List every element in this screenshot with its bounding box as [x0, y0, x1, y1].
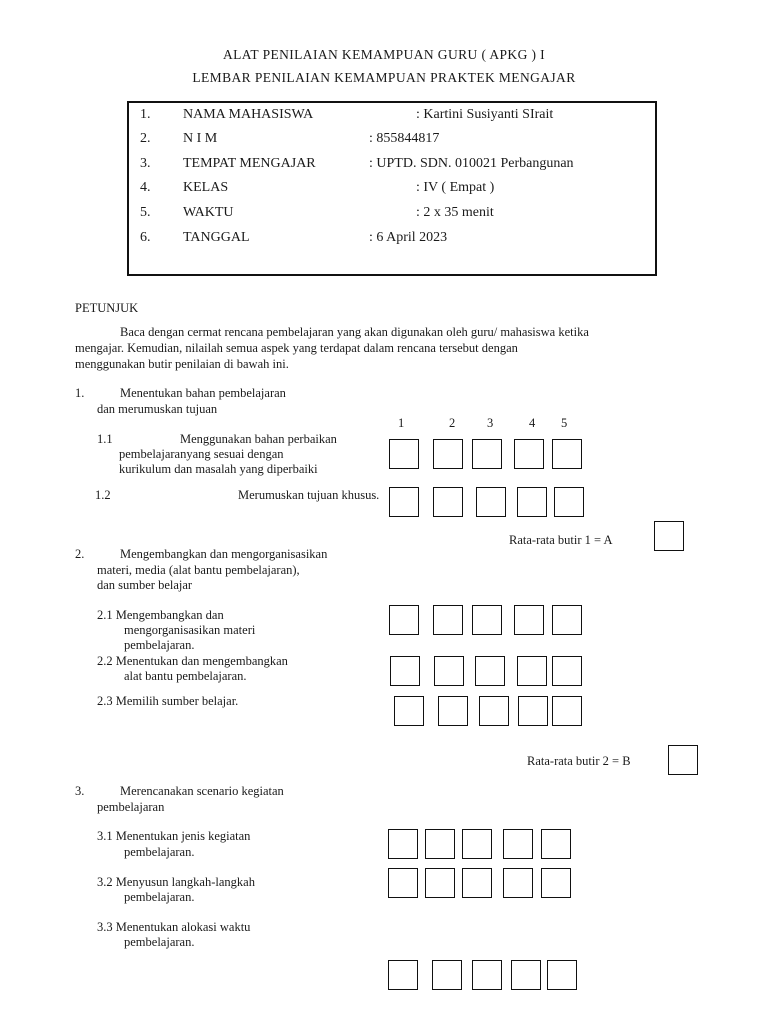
score-box-2-2-2[interactable]	[434, 656, 464, 686]
score-box-2-3-1[interactable]	[394, 696, 424, 726]
average-1-label: Rata-rata butir 1 = A	[509, 533, 613, 547]
info-label-kelas: KELAS	[183, 180, 229, 195]
score-box-2-2-4[interactable]	[517, 656, 547, 686]
score-box-3-2-4[interactable]	[503, 868, 533, 898]
info-num-1: 1.	[140, 107, 151, 122]
score-box-2-2-3[interactable]	[475, 656, 505, 686]
info-label-waktu: WAKTU	[183, 205, 234, 220]
item-2-2-line-2: alat bantu pembelajaran.	[124, 669, 247, 683]
score-box-1-2-2[interactable]	[433, 487, 463, 517]
score-box-2-1-2[interactable]	[433, 605, 463, 635]
document-subtitle: LEMBAR PENILAIAN KEMAMPUAN PRAKTEK MENGAJAR	[192, 70, 576, 85]
score-box-2-1-3[interactable]	[472, 605, 502, 635]
info-label-name: NAMA MAHASISWA	[183, 107, 314, 122]
info-value-nim: : 855844817	[369, 131, 440, 146]
score-box-2-3-4[interactable]	[518, 696, 548, 726]
score-box-2-3-2[interactable]	[438, 696, 468, 726]
info-value-name: : Kartini Susiyanti SIrait	[416, 107, 554, 122]
score-box-3-1-4[interactable]	[503, 829, 533, 859]
score-box-3-1-2[interactable]	[425, 829, 455, 859]
scale-label-1: 1	[398, 416, 405, 430]
score-box-3-2-1[interactable]	[388, 868, 418, 898]
info-label-tanggal: TANGGAL	[183, 230, 250, 245]
section3-number: 3.	[75, 784, 85, 798]
score-box-3-1-3[interactable]	[462, 829, 492, 859]
info-num-2: 2.	[140, 131, 151, 146]
score-box-1-1-2[interactable]	[433, 439, 463, 469]
score-box-1-1-5[interactable]	[552, 439, 582, 469]
score-box-2-3-5[interactable]	[552, 696, 582, 726]
item-1-1-line-1: Menggunakan bahan perbaikan	[180, 432, 337, 446]
section1-title-line-2: dan merumuskan tujuan	[97, 402, 218, 416]
score-box-3-2-2[interactable]	[425, 868, 455, 898]
scale-label-3: 3	[487, 416, 494, 430]
item-1-2-number: 1.2	[95, 488, 111, 502]
score-box-2-2-5[interactable]	[552, 656, 582, 686]
info-value-kelas: : IV ( Empat )	[416, 180, 495, 195]
section3-title-line-1: Merencanakan scenario kegiatan	[120, 784, 284, 798]
scale-label-5: 5	[561, 416, 568, 430]
item-2-1-line-1: 2.1 Mengembangkan dan	[97, 608, 224, 622]
score-box-3-1-1[interactable]	[388, 829, 418, 859]
section2-title-line-2: materi, media (alat bantu pembelajaran),	[97, 563, 300, 577]
average-1-box[interactable]	[654, 521, 684, 551]
score-box-3-3-1[interactable]	[388, 960, 418, 990]
instructions-line-3: menggunakan butir penilaian di bawah ini.	[75, 357, 289, 371]
score-box-3-3-4[interactable]	[511, 960, 541, 990]
item-3-1-line-2: pembelajaran.	[124, 845, 195, 859]
score-box-3-2-3[interactable]	[462, 868, 492, 898]
section2-title-line-3: dan sumber belajar	[97, 578, 193, 592]
section1-title-line-1: Menentukan bahan pembelajaran	[120, 386, 286, 400]
item-1-1-line-3: kurikulum dan masalah yang diperbaiki	[119, 462, 318, 476]
item-1-1-line-2: pembelajaranyang sesuai dengan	[119, 447, 284, 461]
item-2-1-line-3: pembelajaran.	[124, 638, 195, 652]
info-value-waktu: : 2 x 35 menit	[416, 205, 494, 220]
score-box-2-2-1[interactable]	[390, 656, 420, 686]
score-box-2-1-5[interactable]	[552, 605, 582, 635]
score-box-1-2-5[interactable]	[554, 487, 584, 517]
item-2-2-line-1: 2.2 Menentukan dan mengembangkan	[97, 654, 288, 668]
score-box-3-2-5[interactable]	[541, 868, 571, 898]
score-box-1-2-3[interactable]	[476, 487, 506, 517]
info-num-5: 5.	[140, 205, 151, 220]
item-1-2-line-1: Merumuskan tujuan khusus.	[238, 488, 380, 502]
score-box-3-3-2[interactable]	[432, 960, 462, 990]
item-2-3-line-1: 2.3 Memilih sumber belajar.	[97, 694, 239, 708]
item-3-1-line-1: 3.1 Menentukan jenis kegiatan	[97, 829, 251, 843]
info-value-tempat: : UPTD. SDN. 010021 Perbangunan	[369, 156, 574, 171]
average-2-box[interactable]	[668, 745, 698, 775]
info-value-tanggal: : 6 April 2023	[369, 230, 448, 245]
info-num-3: 3.	[140, 156, 151, 171]
score-box-3-1-5[interactable]	[541, 829, 571, 859]
info-num-4: 4.	[140, 180, 151, 195]
instructions-line-2: mengajar. Kemudian, nilailah semua aspek yang terdapat dalam rencana tersebut dengan	[75, 341, 518, 355]
section2-title-line-1: Mengembangkan dan mengorganisasikan	[120, 547, 328, 561]
scale-label-2: 2	[449, 416, 456, 430]
section1-number: 1.	[75, 386, 85, 400]
item-3-3-line-1: 3.3 Menentukan alokasi waktu	[97, 920, 251, 934]
score-box-2-1-4[interactable]	[514, 605, 544, 635]
score-box-2-3-3[interactable]	[479, 696, 509, 726]
score-box-3-3-5[interactable]	[547, 960, 577, 990]
score-box-1-2-4[interactable]	[517, 487, 547, 517]
item-3-2-line-2: pembelajaran.	[124, 890, 195, 904]
score-box-1-1-3[interactable]	[472, 439, 502, 469]
section2-number: 2.	[75, 547, 85, 561]
item-3-3-line-2: pembelajaran.	[124, 935, 195, 949]
score-box-1-1-1[interactable]	[389, 439, 419, 469]
score-box-2-1-1[interactable]	[389, 605, 419, 635]
item-3-2-line-1: 3.2 Menyusun langkah-langkah	[97, 875, 255, 889]
section3-title-line-2: pembelajaran	[97, 800, 165, 814]
info-label-nim: N I M	[183, 131, 218, 146]
score-box-1-1-4[interactable]	[514, 439, 544, 469]
instructions-heading: PETUNJUK	[75, 301, 139, 315]
info-label-tempat: TEMPAT MENGAJAR	[183, 156, 316, 171]
item-1-1-number: 1.1	[97, 432, 113, 446]
instructions-line-1: Baca dengan cermat rencana pembelajaran yang akan digunakan oleh guru/ mahasiswa ketika	[120, 325, 589, 339]
score-box-1-2-1[interactable]	[389, 487, 419, 517]
item-2-1-line-2: mengorganisasikan materi	[124, 623, 256, 637]
score-box-3-3-3[interactable]	[472, 960, 502, 990]
document-title: ALAT PENILAIAN KEMAMPUAN GURU ( APKG ) I	[222, 47, 546, 62]
average-2-label: Rata-rata butir 2 = B	[527, 754, 631, 768]
info-num-6: 6.	[140, 230, 151, 245]
scale-label-4: 4	[529, 416, 536, 430]
